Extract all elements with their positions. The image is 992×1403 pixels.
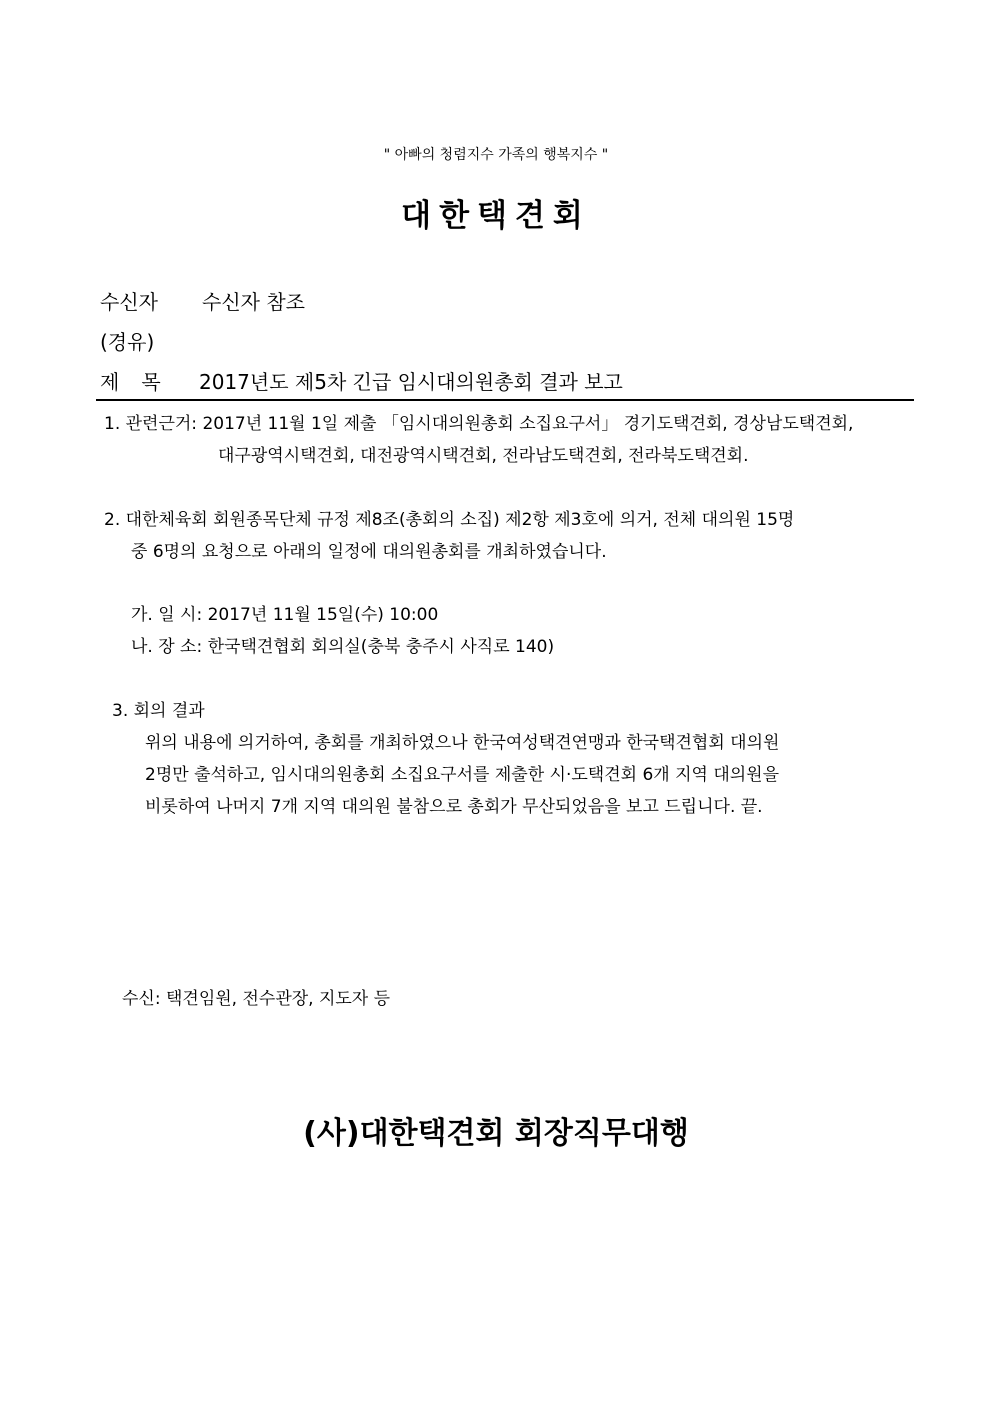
paragraph-3-heading: 3. 회의 결과 bbox=[112, 701, 205, 721]
via-label: (경유) bbox=[100, 330, 155, 354]
paragraph-2-line-1: 2. 대한체육회 회원종목단체 규정 제8조(총회의 소집) 제2항 제3호에 의거, 전체 대의원 15명 bbox=[104, 510, 795, 530]
cc-recipients: 수신: 택견임원, 전수관장, 지도자 등 bbox=[122, 989, 391, 1009]
slogan: " 아빠의 청렴지수 가족의 행복지수 " bbox=[383, 147, 609, 163]
paragraph-1-line-2: 대구광역시택견회, 대전광역시택견회, 전라남도택견회, 전라북도택견회. bbox=[218, 446, 749, 466]
recipient-row bbox=[100, 286, 305, 315]
schedule-datetime: 가. 일 시: 2017년 11월 15일(수) 10:00 bbox=[131, 605, 439, 625]
schedule-location: 나. 장 소: 한국택견협회 회의실(충북 충주시 사직로 140) bbox=[131, 637, 555, 657]
paragraph-3-line-2: 2명만 출석하고, 임시대의원총회 소집요구서를 제출한 시·도택견회 6개 지역 대의원을 bbox=[145, 765, 780, 785]
subject-label: 제목 bbox=[100, 370, 183, 394]
recipient-label: 수신자 bbox=[100, 290, 158, 314]
paragraph-3-line-3: 비롯하여 나머지 7개 지역 대의원 불참으로 총회가 무산되었음을 보고 드립니다. 끝. bbox=[145, 797, 763, 817]
paragraph-3-line-1: 위의 내용에 의거하여, 총회를 개최하였으나 한국여성택견연맹과 한국택견협회 대의원 bbox=[145, 733, 780, 753]
header-divider bbox=[96, 399, 914, 401]
paragraph-2-line-2: 중 6명의 요청으로 아래의 일정에 대의원총회를 개최하였습니다. bbox=[131, 542, 607, 562]
paragraph-1-line-1: 1. 관련근거: 2017년 11월 1일 제출 「임시대의원총회 소집요구서」 경기도택견회, 경상남도택견회, bbox=[104, 414, 854, 434]
via-row bbox=[100, 326, 154, 355]
subject-row bbox=[100, 366, 623, 395]
subject-value: 2017년도 제5차 긴급 임시대의원총회 결과 보고 bbox=[199, 370, 623, 394]
signature: (사)대한택견회 회장직무대행 bbox=[303, 1116, 689, 1151]
recipient-value: 수신자 참조 bbox=[202, 290, 305, 314]
organization-title: 대한택견회 bbox=[401, 198, 591, 234]
